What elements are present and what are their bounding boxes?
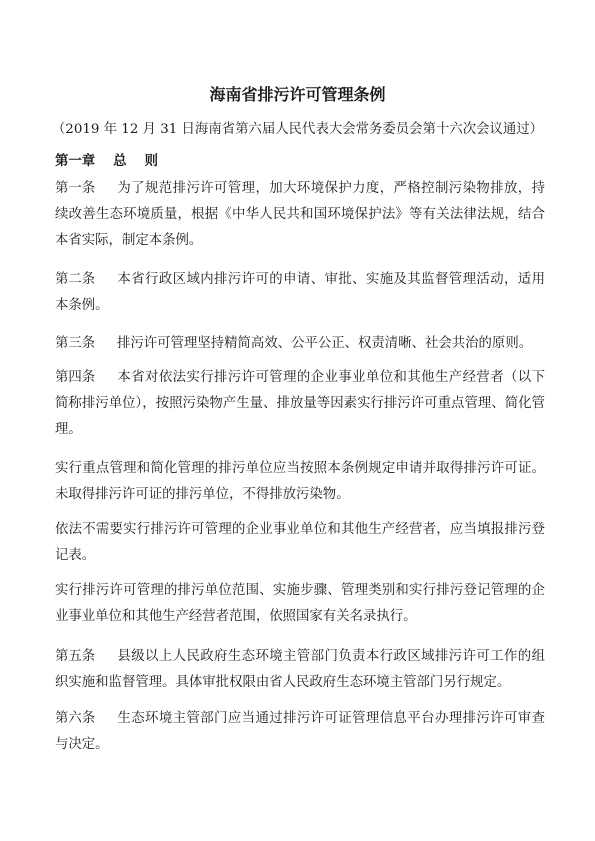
article-text: 县级以上人民政府生态环境主管部门负责本行政区域排污许可工作的组织实施和监督管理。具体审批权限由省人民政府生态环境主管部门另行规定。 xyxy=(55,649,545,690)
article-number: 第五条 xyxy=(55,649,96,664)
article-number: 第四条 xyxy=(55,370,96,385)
paragraph: 实行重点管理和简化管理的排污单位应当按照本条例规定申请并取得排污许可证。未取得排污许可证的排污单位，不得排放污染物。 xyxy=(55,461,545,502)
document-subtitle: （2019 年 12 月 31 日海南省第六届人民代表大会常务委员会第十六次会议通过） xyxy=(51,122,544,137)
article-text: 为了规范排污许可管理，加大环境保护力度，严格控制污染物排放，持续改善生态环境质量，根据《中华人民共和国环境保护法》等有关法律法规，结合本省实际，制定本条例。 xyxy=(55,181,545,248)
article-3 xyxy=(55,331,545,357)
paragraph: 依法不需要实行排污许可管理的企业事业单位和其他生产经营者，应当填报排污登记表。 xyxy=(55,522,545,563)
article-2 xyxy=(55,267,545,319)
article-text: 排污许可管理坚持精简高效、公平公正、权责清晰、社会共治的原则。 xyxy=(117,336,533,351)
article-text: 生态环境主管部门应当通过排污许可证管理信息平台办理排污许可审查与决定。 xyxy=(55,711,545,752)
document-title: 海南省排污许可管理条例 xyxy=(209,85,386,104)
article-number: 第三条 xyxy=(55,336,96,351)
chapter-name-part-2: 则 xyxy=(144,154,158,169)
article-number: 第二条 xyxy=(55,272,96,287)
article-6 xyxy=(55,706,545,758)
chapter-heading xyxy=(55,150,158,169)
article-4 xyxy=(55,365,545,443)
article-1 xyxy=(55,176,545,254)
article-number: 第六条 xyxy=(55,711,96,726)
article-text: 本省对依法实行排污许可管理的企业事业单位和其他生产经营者（以下简称排污单位），按照污染物产生量、排放量等因素实行排污许可重点管理、简化管理。 xyxy=(55,370,545,437)
article-text: 本省行政区域内排污许可的申请、审批、实施及其监督管理活动，适用本条例。 xyxy=(55,272,545,313)
article-5 xyxy=(55,644,545,696)
article-number: 第一条 xyxy=(55,181,96,196)
chapter-number: 第一章 xyxy=(55,154,96,169)
paragraph: 实行排污许可管理的排污单位范围、实施步骤、管理类别和实行排污登记管理的企业事业单位和其他生产经营者范围，依照国家有关名录执行。 xyxy=(55,583,545,624)
chapter-name-part-1: 总 xyxy=(113,154,127,169)
